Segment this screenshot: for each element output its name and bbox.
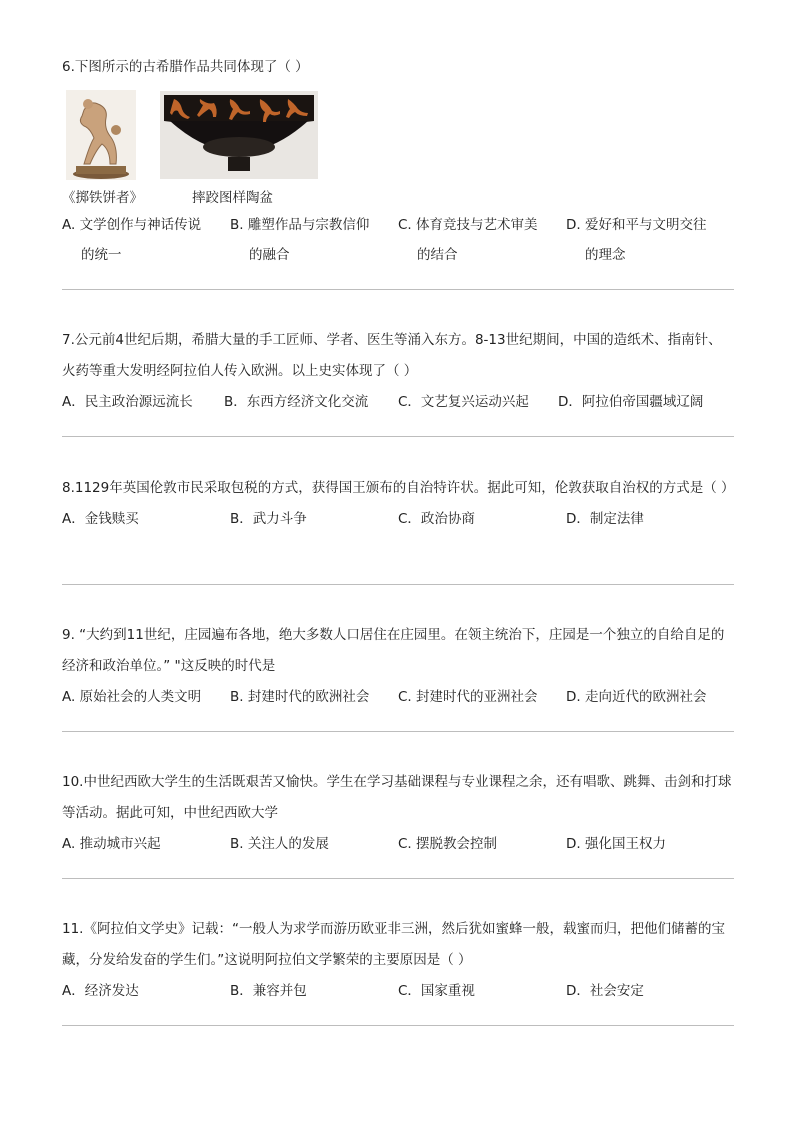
q7-option-c[interactable]: C．文艺复兴运动兴起 [398, 394, 529, 410]
question-7 [62, 325, 734, 417]
q10-option-d[interactable]: D. 强化国王权力 [566, 836, 666, 852]
q9-option-a[interactable]: A. 原始社会的人类文明 [62, 689, 202, 705]
q9-option-c[interactable]: C. 封建时代的亚洲社会 [398, 689, 538, 705]
separator [62, 731, 734, 732]
q8-option-c[interactable]: C．政治协商 [398, 511, 475, 527]
q6-option-d-line1: D. 爱好和平与文明交往 [566, 217, 707, 233]
q7-option-a[interactable]: A．民主政治源远流长 [62, 394, 193, 410]
q11-option-d[interactable]: D．社会安定 [566, 983, 644, 999]
q6-option-b[interactable] [230, 210, 369, 270]
q6-option-d-line2: 的理念 [585, 247, 626, 263]
q6-option-a[interactable] [62, 210, 201, 270]
wrestling-vase-image [160, 91, 318, 179]
separator [62, 584, 734, 585]
separator [62, 1025, 734, 1026]
q9-option-b[interactable]: B. 封建时代的欧洲社会 [230, 689, 370, 705]
q10-option-b[interactable]: B. 关注人的发展 [230, 836, 329, 852]
question-6-stem: 6.下图所示的古希腊作品共同体现了（ ） [62, 59, 309, 75]
q6-option-c-line2: 的结合 [417, 247, 458, 263]
question-10 [62, 767, 734, 859]
question-7-stem: 7.公元前4世纪后期，希腊大量的手工匠师、学者、医生等涌入东方。8-13世纪期间，中国的造纸术、指南针、火药等重大发明经阿拉伯人传入欧洲。以上史实体现了（ ） [62, 332, 722, 379]
separator [62, 436, 734, 437]
question-11-stem: 11.《阿拉伯文学史》记载：“一般人为求学而游历欧亚非三洲，然后犹如蜜蜂一般，载蜜而归，把他们储蓄的宝藏，分发给发奋的学生们。”这说明阿拉伯文学繁荣的主要原因是（ ） [62, 921, 725, 968]
vase-caption: 摔跤图样陶盆 [192, 190, 273, 206]
question-9-stem: 9. “大约到11世纪，庄园遍布各地，绝大多数人口居住在庄园里。在领主统治下，庄园是一个独立的自给自足的经济和政治单位。” "这反映的时代是 [62, 627, 725, 674]
question-8-stem: 8.1129年英国伦敦市民采取包税的方式，获得国王颁布的自治特许状。据此可知，伦敦获取自治权的方式是（ ） [62, 480, 735, 496]
q6-option-a-line2: 的统一 [81, 247, 122, 263]
q9-option-d[interactable]: D. 走向近代的欧洲社会 [566, 689, 707, 705]
question-10-stem: 10.中世纪西欧大学生的生活既艰苦又愉快。学生在学习基础课程与专业课程之余，还有唱歌、跳舞、击剑和打球等活动。据此可知，中世纪西欧大学 [62, 774, 732, 821]
separator [62, 289, 734, 290]
q11-option-a[interactable]: A．经济发达 [62, 983, 139, 999]
q10-option-a[interactable]: A. 推动城市兴起 [62, 836, 161, 852]
question-6 [62, 52, 734, 83]
q11-option-b[interactable]: B．兼容并包 [230, 983, 307, 999]
discus-thrower-statue-image [66, 90, 136, 180]
question-8 [62, 473, 734, 534]
q8-option-d[interactable]: D．制定法律 [566, 511, 644, 527]
q6-option-a-line1: A. 文学创作与神话传说 [62, 217, 202, 233]
q11-option-c[interactable]: C．国家重视 [398, 983, 475, 999]
q6-option-c[interactable] [398, 210, 538, 270]
question-11 [62, 914, 734, 1006]
q6-option-d[interactable] [566, 210, 706, 270]
q7-option-b[interactable]: B．东西方经济文化交流 [224, 394, 369, 410]
q6-option-c-line1: C. 体育竞技与艺术审美 [398, 217, 538, 233]
q7-option-d[interactable]: D．阿拉伯帝国疆域辽阔 [558, 394, 704, 410]
separator [62, 878, 734, 879]
q8-option-b[interactable]: B．武力斗争 [230, 511, 307, 527]
statue-caption: 《掷铁饼者》 [62, 190, 143, 206]
q6-option-b-line1: B. 雕塑作品与宗教信仰 [230, 217, 370, 233]
q10-option-c[interactable]: C. 摆脱教会控制 [398, 836, 498, 852]
q6-option-b-line2: 的融合 [249, 247, 290, 263]
q8-option-a[interactable]: A．金钱赎买 [62, 511, 139, 527]
question-9 [62, 620, 734, 712]
